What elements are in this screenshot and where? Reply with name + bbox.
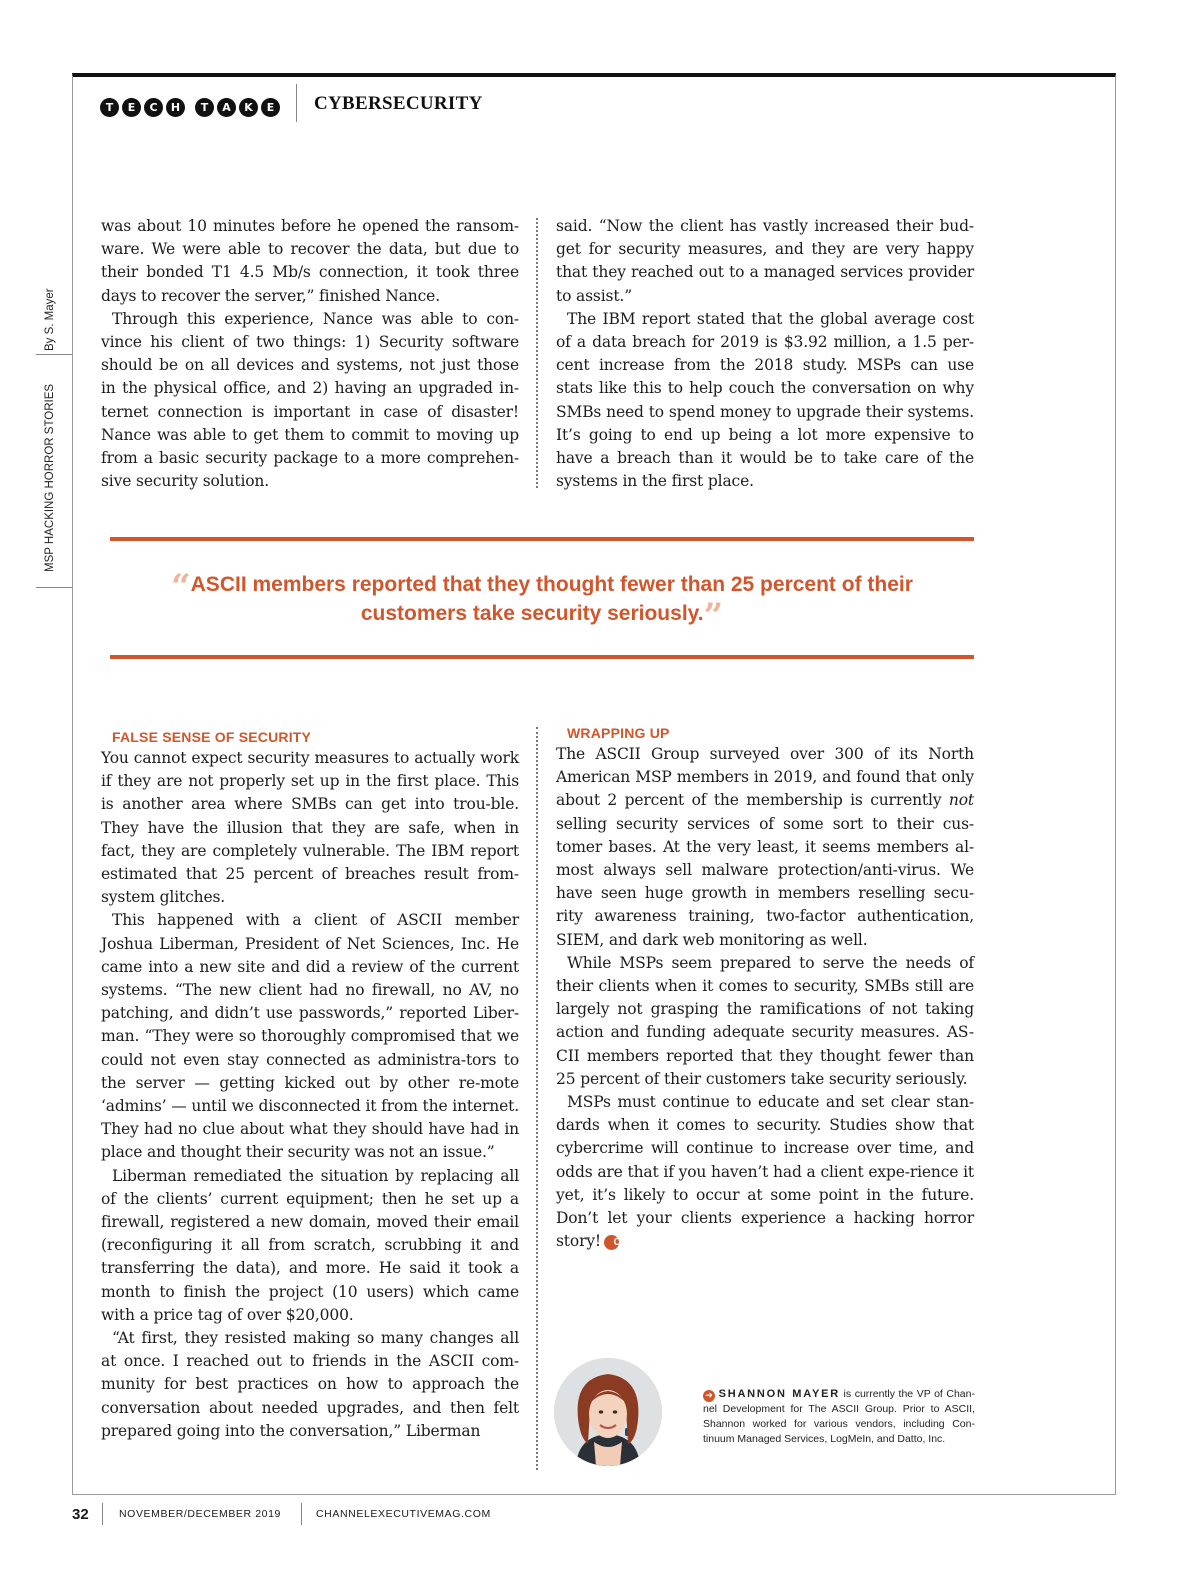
author-bio bbox=[703, 1387, 975, 1447]
tech-take-badge bbox=[100, 92, 280, 122]
paragraph bbox=[556, 743, 974, 952]
sidebar-divider-bottom bbox=[36, 587, 72, 588]
emphasis: not bbox=[948, 791, 974, 810]
paragraph: was about 10 minutes before he opened the ransom-ware. We were able to recover the data, but due to their bonded T1 4.5 Mb/s connection, it took three days to recover the server,” finished Nance. bbox=[101, 217, 519, 305]
text-run: The ASCII Group surveyed over 300 of its North American MSP members in 2019, and found that only about 2 percent of the membership is currently bbox=[556, 745, 974, 810]
paragraph: said. “Now the client has vastly increased their bud-get for security measures, and they are very happy that they reached out to a managed services provider to assist.” bbox=[556, 217, 974, 305]
badge-letter: A bbox=[217, 98, 236, 117]
sidebar-divider bbox=[36, 354, 72, 355]
badge-letter: T bbox=[100, 98, 119, 117]
paragraph: While MSPs seem prepared to serve the needs of their clients when it comes to security, SMBs still are largely not grasping the ramifications of not taking action and funding adequate security measures. AS-CII members reported that they thought fewer than 25 percent of their customers take security seriously. bbox=[556, 953, 974, 1088]
paragraph: The IBM report stated that the global average cost of a data breach for 2019 is $3.92 million, a 1.5 per-cent increase from the 2018 study. MSPs can use stats like this to help couch the conversation on why SMBs need to spend money to upgrade their systems. It’s going to end up being a lot more expensive to have a breach than it would be to take care of the systems in the first place. bbox=[556, 309, 974, 491]
column-separator bbox=[536, 727, 538, 1470]
page-number: 32 bbox=[72, 1505, 89, 1523]
bottom-column-left bbox=[101, 727, 519, 1443]
badge-letter: C bbox=[144, 98, 163, 117]
subheading: FALSE SENSE OF SECURITY bbox=[112, 729, 312, 745]
website-link[interactable]: CHANNELEXECUTIVEMAG.COM bbox=[316, 1508, 491, 1520]
badge-letter: E bbox=[261, 98, 280, 117]
pullquote-rule-top bbox=[110, 537, 974, 541]
badge-letter: H bbox=[166, 98, 185, 117]
pullquote bbox=[130, 567, 954, 636]
section-title: CYBERSECURITY bbox=[314, 93, 483, 114]
author-photo bbox=[554, 1358, 662, 1466]
open-quote-icon: “ bbox=[171, 567, 191, 607]
badge-letter: K bbox=[239, 98, 258, 117]
author-name: SHANNON MAYER bbox=[718, 1388, 840, 1400]
top-column-left bbox=[101, 215, 519, 493]
pullquote-text: ASCII members reported that they thought fewer than 25 percent of their customers take security seriously. bbox=[190, 573, 913, 625]
footer-divider bbox=[102, 1503, 103, 1525]
footer-divider bbox=[301, 1503, 302, 1525]
paragraph bbox=[556, 1091, 974, 1253]
subheading: WRAPPING UP bbox=[567, 725, 670, 741]
top-column-right bbox=[556, 215, 974, 493]
badge-letter: T bbox=[195, 98, 214, 117]
sidebar-author: By S. Mayer bbox=[44, 288, 56, 351]
text-run: MSPs must continue to educate and set clear stan-dards when it comes to security. Studies show that cybercrime will continue to increase over time, and odds are that if you haven’t had a client expe-rience it yet, it’s likely to occur at some point in the future. Don’t let your clients experience a hacking horror story! bbox=[556, 1093, 974, 1251]
paragraph: Liberman remediated the situation by replacing all of the clients’ current equipment; then he set up a firewall, registered a new domain, moved their email (reconfiguring it all from scratch, scrubbing it and transferring the data), and more. He said it took a month to finish the project (10 users) which came with a price tag of over $20,000. bbox=[101, 1166, 519, 1324]
bottom-column-right bbox=[556, 723, 974, 1253]
paragraph: Through this experience, Nance was able to con-vince his client of two things: 1) Security software should be on all devices and systems, not just those in the physical office, and 2) having an upgraded in-ternet connection is important in case of disaster! Nance was able to get them to commit to moving up from a basic security package to a more comprehen-sive security solution. bbox=[101, 309, 519, 491]
header-divider bbox=[296, 84, 297, 122]
text-run: selling security services of some sort to their cus-tomer bases. At the very least, it seems members al-most always sell malware protection/anti-virus. We have seen huge growth in members reselling secu-rity awareness training, two-factor authentication, SIEM, and dark web monitoring as well. bbox=[556, 814, 974, 949]
arrow-right-icon: ➜ bbox=[703, 1390, 715, 1402]
paragraph: This happened with a client of ASCII member Joshua Liberman, President of Net Sciences, Inc. He came into a new site and did a review of the current systems. “The new client had no firewall, no AV, no patching, and didn’t use passwords,” reported Liber-man. “They were so thoroughly compromised that we could not even stay connected as administra-tors to the server — getting kicked out by other re-mote ‘admins’ — until we disconnected it from the internet. They had no clue about what they should have had in place and thought their security was not an issue.” bbox=[101, 911, 519, 1162]
paragraph: You cannot expect security measures to actually work if they are not properly set up in the first place. This is another area where SMBs can get into trou-ble. They have the illusion that they are safe, when in fact, they are completely vulnerable. The IBM report estimated that 25 percent of breaches result from-system glitches. bbox=[101, 749, 519, 907]
sidebar-story-title: MSP HACKING HORROR STORIES bbox=[44, 383, 56, 572]
bio-text: is currently the VP of Chan-nel Development for The ASCII Group. Prior to ASCII, Shannon worked for various vendors, including Con-tinuum Managed Services, LogMeIn, and Datto, Inc. bbox=[703, 1388, 975, 1445]
column-separator bbox=[536, 218, 538, 488]
footer bbox=[72, 1503, 491, 1525]
issue-date: NOVEMBER/DECEMBER 2019 bbox=[119, 1508, 281, 1520]
end-mark-icon: C bbox=[604, 1235, 619, 1250]
close-quote-icon: ” bbox=[703, 596, 724, 636]
pullquote-rule-bottom bbox=[110, 655, 974, 659]
badge-letter: E bbox=[122, 98, 141, 117]
paragraph: “At first, they resisted making so many changes all at once. I reached out to friends in the ASCII com-munity for best practices on how to approach the conversation about needed upgrades, and then felt prepared going into the conversation,” Liberman bbox=[101, 1329, 519, 1440]
